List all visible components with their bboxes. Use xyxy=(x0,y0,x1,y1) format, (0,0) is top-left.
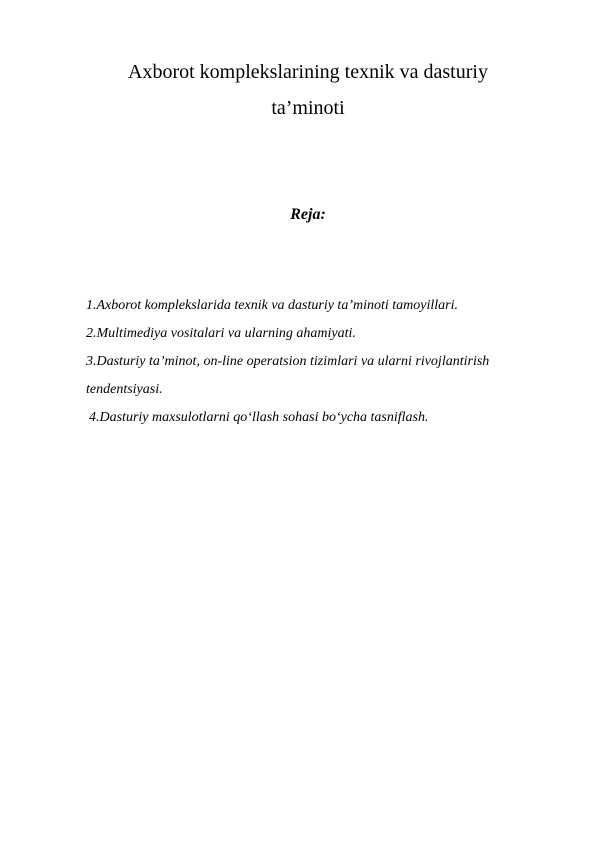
plan-heading: Reja: xyxy=(290,206,326,223)
plan-item-4: 4.Dasturiy maxsulotlarni qo‘llash sohasi bo‘ycha tasniflash. xyxy=(89,410,429,425)
document-title-line-1: Axborot komplekslarining texnik va dasturiy xyxy=(128,61,488,83)
plan-item-1: 1.Axborot komplekslarida texnik va dasturiy ta’minoti tamoyillari. xyxy=(86,298,458,313)
plan-item-3-continuation: tendentsiyasi. xyxy=(86,382,163,397)
plan-item-3: 3.Dasturiy ta’minot, on-line operatsion tizimlari va ularni rivojlantirish xyxy=(86,354,490,369)
document-title-line-2: ta’minoti xyxy=(271,97,345,119)
plan-item-2: 2.Multimediya vositalari va ularning ahamiyati. xyxy=(86,326,356,341)
plan-list xyxy=(86,292,566,432)
